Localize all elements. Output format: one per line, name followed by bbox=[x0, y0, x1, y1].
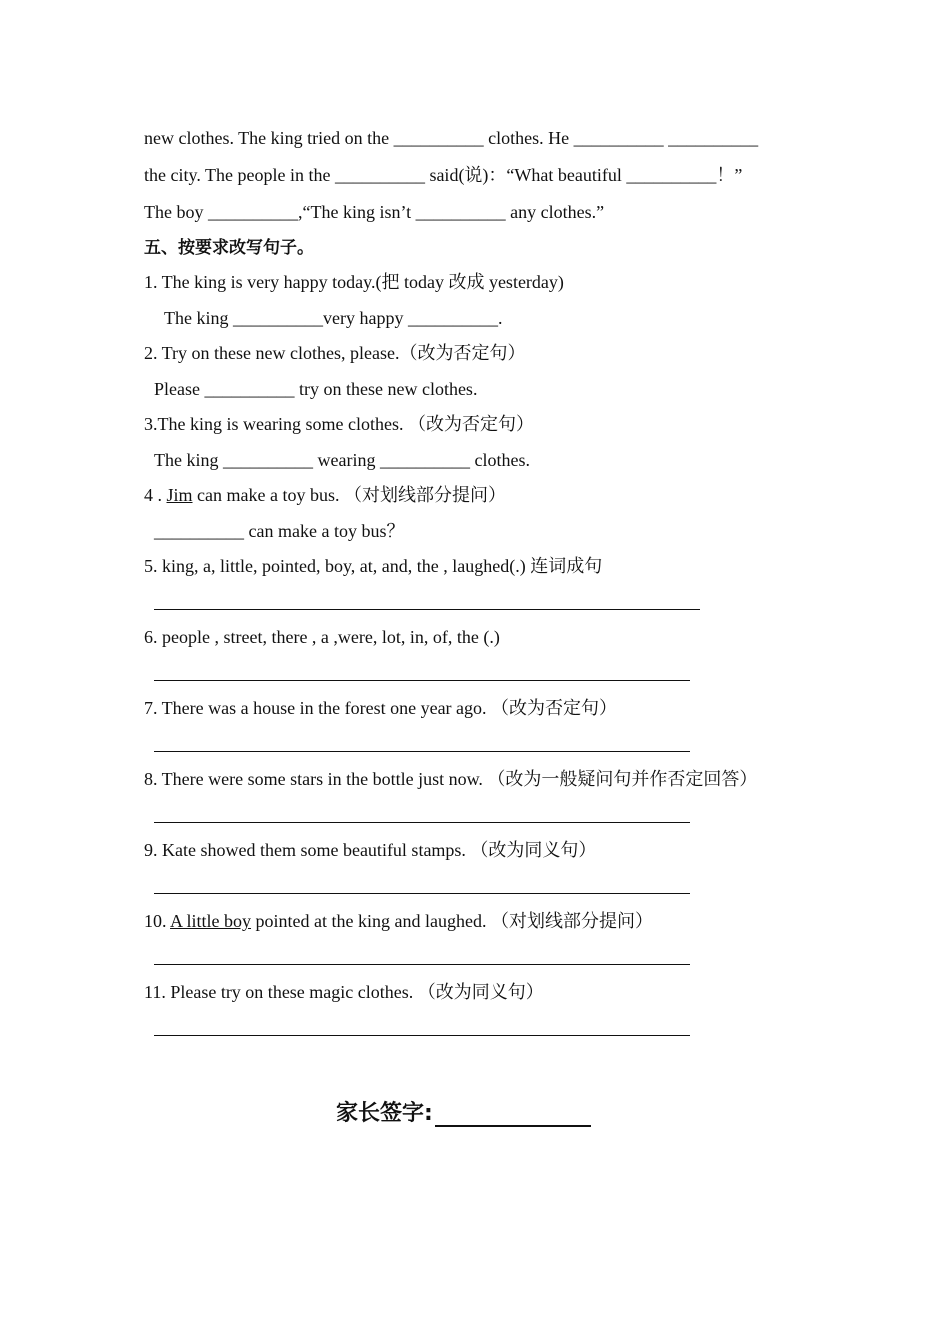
q4-prompt bbox=[144, 484, 506, 506]
q5-answer-line[interactable] bbox=[154, 609, 700, 610]
q11-prompt: 11. Please try on these magic clothes. （改为同义句） bbox=[144, 982, 544, 1002]
q2-answer: Please __________ try on these new clothes. bbox=[154, 379, 478, 399]
q4-prefix: 4 . bbox=[144, 485, 167, 505]
q10-prompt bbox=[144, 910, 653, 932]
q4-underlined: Jim bbox=[166, 485, 193, 505]
q4-answer: __________ can make a toy bus？ bbox=[154, 521, 405, 541]
q1-prompt: 1. The king is very happy today.(把 today 改成 yesterday) bbox=[144, 272, 564, 292]
passage-line-1: new clothes. The king tried on the __________ clothes. He __________ __________ bbox=[144, 128, 759, 148]
section-heading: 五、按要求改写句子。 bbox=[144, 238, 314, 258]
q6-answer-line[interactable] bbox=[154, 680, 690, 681]
q10-underlined: A little boy bbox=[170, 911, 252, 931]
signature-line[interactable] bbox=[435, 1103, 591, 1127]
q10-answer-line[interactable] bbox=[154, 964, 690, 965]
q7-answer-line[interactable] bbox=[154, 751, 690, 752]
q8-prompt: 8. There were some stars in the bottle just now. （改为一般疑问句并作否定回答） bbox=[144, 769, 758, 789]
passage-line-3: The boy __________,“The king isn’t __________ any clothes.” bbox=[144, 202, 605, 222]
signature-label: 家长签字: bbox=[336, 1101, 433, 1126]
q4-rest: can make a toy bus. （对划线部分提问） bbox=[192, 485, 506, 505]
q2-prompt: 2. Try on these new clothes, please.（改为否定句） bbox=[144, 343, 526, 363]
passage-line-2: the city. The people in the __________ said(说)：“What beautiful __________！” bbox=[144, 165, 743, 185]
q7-prompt: 7. There was a house in the forest one year ago. （改为否定句） bbox=[144, 698, 618, 718]
q9-answer-line[interactable] bbox=[154, 893, 690, 894]
q11-answer-line[interactable] bbox=[154, 1035, 690, 1036]
q5-prompt: 5. king, a, little, pointed, boy, at, and, the , laughed(.) 连词成句 bbox=[144, 556, 603, 576]
q10-rest: pointed at the king and laughed. （对划线部分提问） bbox=[251, 911, 653, 931]
q1-answer: The king __________very happy __________. bbox=[164, 308, 503, 328]
q3-prompt: 3.The king is wearing some clothes. （改为否定句） bbox=[144, 414, 534, 434]
q10-prefix: 10. bbox=[144, 911, 171, 931]
q3-answer: The king __________ wearing __________ clothes. bbox=[154, 450, 530, 470]
q8-answer-line[interactable] bbox=[154, 822, 690, 823]
q6-prompt: 6. people , street, there , a ,were, lot, in, of, the (.) bbox=[144, 627, 500, 647]
parent-signature bbox=[336, 1096, 591, 1127]
q9-prompt: 9. Kate showed them some beautiful stamps. （改为同义句） bbox=[144, 840, 597, 860]
